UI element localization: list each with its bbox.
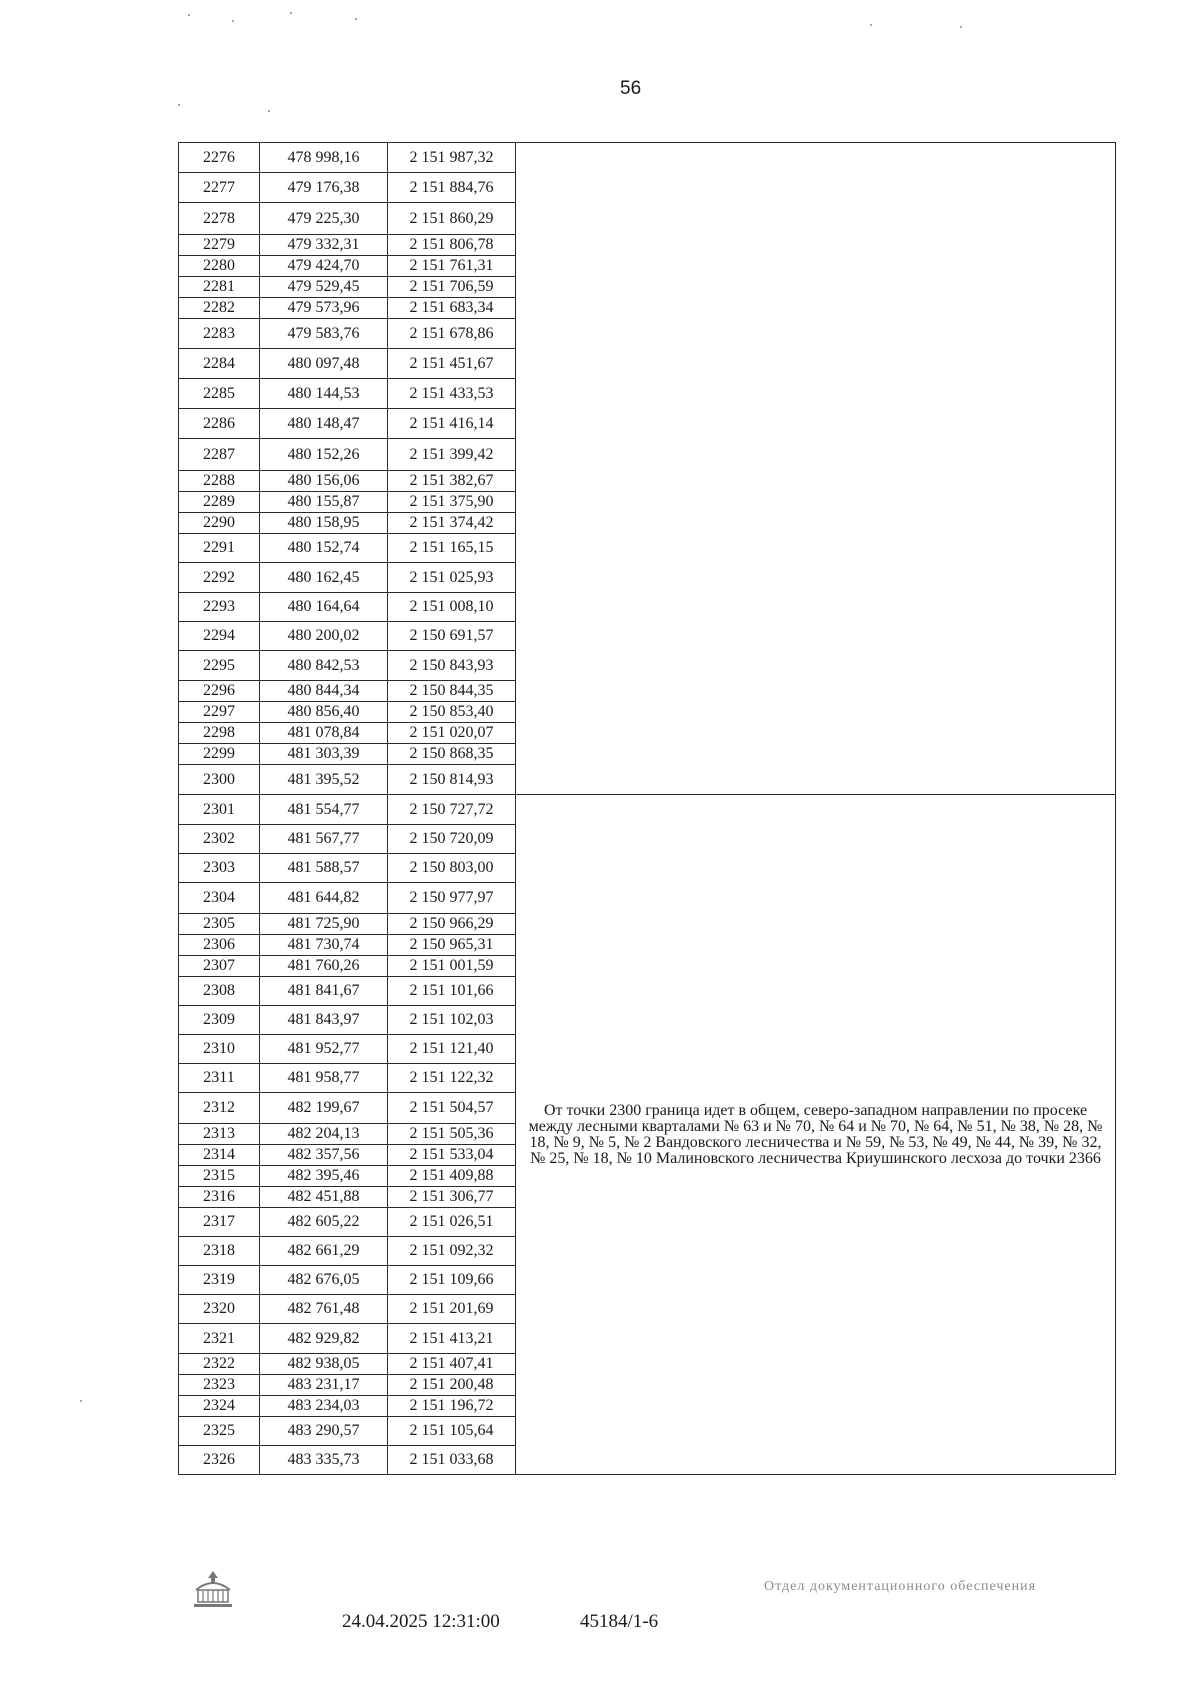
point-number-cell: 2311 <box>179 1064 260 1093</box>
point-number-cell: 2322 <box>179 1354 260 1375</box>
x-coordinate-cell: 482 661,29 <box>260 1237 388 1266</box>
x-coordinate-cell: 481 952,77 <box>260 1035 388 1064</box>
y-coordinate-cell: 2 151 382,67 <box>388 471 516 492</box>
y-coordinate-cell: 2 151 409,88 <box>388 1166 516 1187</box>
y-coordinate-cell: 2 151 001,59 <box>388 956 516 977</box>
x-coordinate-cell: 482 676,05 <box>260 1266 388 1295</box>
point-number-cell: 2303 <box>179 854 260 883</box>
x-coordinate-cell: 479 573,96 <box>260 298 388 319</box>
x-coordinate-cell: 481 303,39 <box>260 744 388 765</box>
point-number-cell: 2309 <box>179 1006 260 1035</box>
x-coordinate-cell: 480 155,87 <box>260 492 388 513</box>
y-coordinate-cell: 2 151 987,32 <box>388 143 516 173</box>
page-number: 56 <box>620 78 642 99</box>
point-number-cell: 2299 <box>179 744 260 765</box>
x-coordinate-cell: 481 730,74 <box>260 935 388 956</box>
x-coordinate-cell: 482 395,46 <box>260 1166 388 1187</box>
y-coordinate-cell: 2 150 691,57 <box>388 622 516 651</box>
point-number-cell: 2320 <box>179 1295 260 1324</box>
x-coordinate-cell: 481 760,26 <box>260 956 388 977</box>
point-number-cell: 2307 <box>179 956 260 977</box>
y-coordinate-cell: 2 151 121,40 <box>388 1035 516 1064</box>
y-coordinate-cell: 2 150 965,31 <box>388 935 516 956</box>
y-coordinate-cell: 2 151 504,57 <box>388 1093 516 1124</box>
x-coordinate-cell: 480 156,06 <box>260 471 388 492</box>
x-coordinate-cell: 478 998,16 <box>260 143 388 173</box>
x-coordinate-cell: 480 152,74 <box>260 534 388 563</box>
y-coordinate-cell: 2 151 416,14 <box>388 409 516 439</box>
point-number-cell: 2285 <box>179 379 260 409</box>
point-number-cell: 2290 <box>179 513 260 534</box>
y-coordinate-cell: 2 151 533,04 <box>388 1145 516 1166</box>
y-coordinate-cell: 2 151 102,03 <box>388 1006 516 1035</box>
x-coordinate-cell: 482 929,82 <box>260 1324 388 1354</box>
y-coordinate-cell: 2 151 706,59 <box>388 277 516 298</box>
x-coordinate-cell: 482 199,67 <box>260 1093 388 1124</box>
y-coordinate-cell: 2 151 201,69 <box>388 1295 516 1324</box>
x-coordinate-cell: 482 357,56 <box>260 1145 388 1166</box>
x-coordinate-cell: 481 958,77 <box>260 1064 388 1093</box>
point-number-cell: 2315 <box>179 1166 260 1187</box>
point-number-cell: 2279 <box>179 235 260 256</box>
x-coordinate-cell: 480 844,34 <box>260 681 388 702</box>
boundary-description: От точки 2300 граница идет в общем, северо-западном направлении по просеке между лесными кварталами № 63 и № 70, № 64 и № 70, № 64, № 51, № 38, № 28, № 18, № 9, № 5, № 2 Вандовского лесничества и № 59, № 53, № 49, № 44, № 39, № 32, № 25, № 18, № 10 Малиновского лесничества Криушинского лесхоза до точки 2366 <box>528 1101 1103 1167</box>
x-coordinate-cell: 482 451,88 <box>260 1187 388 1208</box>
x-coordinate-cell: 481 554,77 <box>260 795 388 825</box>
point-number-cell: 2292 <box>179 563 260 593</box>
point-number-cell: 2282 <box>179 298 260 319</box>
x-coordinate-cell: 483 335,73 <box>260 1446 388 1475</box>
point-number-cell: 2277 <box>179 173 260 203</box>
y-coordinate-cell: 2 150 720,09 <box>388 825 516 854</box>
point-number-cell: 2318 <box>179 1237 260 1266</box>
point-number-cell: 2312 <box>179 1093 260 1124</box>
y-coordinate-cell: 2 151 761,31 <box>388 256 516 277</box>
y-coordinate-cell: 2 151 884,76 <box>388 173 516 203</box>
point-number-cell: 2294 <box>179 622 260 651</box>
x-coordinate-cell: 481 841,67 <box>260 977 388 1006</box>
x-coordinate-cell: 481 588,57 <box>260 854 388 883</box>
description-cell-lower <box>516 795 1116 1475</box>
y-coordinate-cell: 2 151 200,48 <box>388 1375 516 1396</box>
x-coordinate-cell: 481 725,90 <box>260 914 388 935</box>
x-coordinate-cell: 479 529,45 <box>260 277 388 298</box>
y-coordinate-cell: 2 151 026,51 <box>388 1208 516 1237</box>
point-number-cell: 2298 <box>179 723 260 744</box>
y-coordinate-cell: 2 151 678,86 <box>388 319 516 349</box>
y-coordinate-cell: 2 151 101,66 <box>388 977 516 1006</box>
x-coordinate-cell: 480 164,64 <box>260 593 388 622</box>
y-coordinate-cell: 2 151 413,21 <box>388 1324 516 1354</box>
coordinates-table <box>178 142 1116 1475</box>
y-coordinate-cell: 2 150 727,72 <box>388 795 516 825</box>
x-coordinate-cell: 481 395,52 <box>260 765 388 795</box>
point-number-cell: 2297 <box>179 702 260 723</box>
y-coordinate-cell: 2 150 803,00 <box>388 854 516 883</box>
point-number-cell: 2278 <box>179 203 260 235</box>
point-number-cell: 2310 <box>179 1035 260 1064</box>
x-coordinate-cell: 483 234,03 <box>260 1396 388 1417</box>
point-number-cell: 2326 <box>179 1446 260 1475</box>
y-coordinate-cell: 2 151 306,77 <box>388 1187 516 1208</box>
point-number-cell: 2295 <box>179 651 260 681</box>
footer-doc-number: 45184/1-6 <box>580 1611 659 1632</box>
y-coordinate-cell: 2 151 399,42 <box>388 439 516 471</box>
point-number-cell: 2306 <box>179 935 260 956</box>
x-coordinate-cell: 479 225,30 <box>260 203 388 235</box>
x-coordinate-cell: 479 424,70 <box>260 256 388 277</box>
y-coordinate-cell: 2 150 844,35 <box>388 681 516 702</box>
x-coordinate-cell: 480 144,53 <box>260 379 388 409</box>
point-number-cell: 2321 <box>179 1324 260 1354</box>
point-number-cell: 2304 <box>179 883 260 914</box>
y-coordinate-cell: 2 151 165,15 <box>388 534 516 563</box>
y-coordinate-cell: 2 151 374,42 <box>388 513 516 534</box>
point-number-cell: 2325 <box>179 1417 260 1446</box>
x-coordinate-cell: 480 148,47 <box>260 409 388 439</box>
point-number-cell: 2301 <box>179 795 260 825</box>
x-coordinate-cell: 479 332,31 <box>260 235 388 256</box>
x-coordinate-cell: 480 842,53 <box>260 651 388 681</box>
x-coordinate-cell: 481 078,84 <box>260 723 388 744</box>
emblem-logo-icon <box>188 1568 238 1612</box>
y-coordinate-cell: 2 151 105,64 <box>388 1417 516 1446</box>
point-number-cell: 2291 <box>179 534 260 563</box>
y-coordinate-cell: 2 150 977,97 <box>388 883 516 914</box>
point-number-cell: 2313 <box>179 1124 260 1145</box>
y-coordinate-cell: 2 151 375,90 <box>388 492 516 513</box>
point-number-cell: 2308 <box>179 977 260 1006</box>
table-row <box>179 795 1116 825</box>
x-coordinate-cell: 482 605,22 <box>260 1208 388 1237</box>
point-number-cell: 2314 <box>179 1145 260 1166</box>
point-number-cell: 2284 <box>179 349 260 379</box>
point-number-cell: 2316 <box>179 1187 260 1208</box>
x-coordinate-cell: 480 200,02 <box>260 622 388 651</box>
point-number-cell: 2289 <box>179 492 260 513</box>
point-number-cell: 2323 <box>179 1375 260 1396</box>
point-number-cell: 2288 <box>179 471 260 492</box>
x-coordinate-cell: 481 567,77 <box>260 825 388 854</box>
footer-department-stamp: Отдел документационного обеспечения <box>763 1579 1037 1594</box>
point-number-cell: 2296 <box>179 681 260 702</box>
point-number-cell: 2305 <box>179 914 260 935</box>
y-coordinate-cell: 2 151 025,93 <box>388 563 516 593</box>
point-number-cell: 2324 <box>179 1396 260 1417</box>
y-coordinate-cell: 2 150 966,29 <box>388 914 516 935</box>
x-coordinate-cell: 482 938,05 <box>260 1354 388 1375</box>
x-coordinate-cell: 482 761,48 <box>260 1295 388 1324</box>
y-coordinate-cell: 2 151 008,10 <box>388 593 516 622</box>
x-coordinate-cell: 483 290,57 <box>260 1417 388 1446</box>
description-cell-upper <box>516 143 1116 795</box>
point-number-cell: 2283 <box>179 319 260 349</box>
y-coordinate-cell: 2 151 683,34 <box>388 298 516 319</box>
x-coordinate-cell: 480 162,45 <box>260 563 388 593</box>
x-coordinate-cell: 480 152,26 <box>260 439 388 471</box>
y-coordinate-cell: 2 151 033,68 <box>388 1446 516 1475</box>
point-number-cell: 2286 <box>179 409 260 439</box>
y-coordinate-cell: 2 150 853,40 <box>388 702 516 723</box>
x-coordinate-cell: 481 644,82 <box>260 883 388 914</box>
y-coordinate-cell: 2 151 806,78 <box>388 235 516 256</box>
footer-datetime: 24.04.2025 12:31:00 <box>342 1611 500 1632</box>
y-coordinate-cell: 2 150 843,93 <box>388 651 516 681</box>
x-coordinate-cell: 479 176,38 <box>260 173 388 203</box>
x-coordinate-cell: 479 583,76 <box>260 319 388 349</box>
x-coordinate-cell: 480 097,48 <box>260 349 388 379</box>
y-coordinate-cell: 2 151 020,07 <box>388 723 516 744</box>
point-number-cell: 2280 <box>179 256 260 277</box>
y-coordinate-cell: 2 151 196,72 <box>388 1396 516 1417</box>
point-number-cell: 2281 <box>179 277 260 298</box>
x-coordinate-cell: 480 856,40 <box>260 702 388 723</box>
y-coordinate-cell: 2 151 109,66 <box>388 1266 516 1295</box>
y-coordinate-cell: 2 151 092,32 <box>388 1237 516 1266</box>
point-number-cell: 2317 <box>179 1208 260 1237</box>
y-coordinate-cell: 2 150 814,93 <box>388 765 516 795</box>
point-number-cell: 2302 <box>179 825 260 854</box>
y-coordinate-cell: 2 151 451,67 <box>388 349 516 379</box>
point-number-cell: 2276 <box>179 143 260 173</box>
y-coordinate-cell: 2 151 433,53 <box>388 379 516 409</box>
x-coordinate-cell: 481 843,97 <box>260 1006 388 1035</box>
point-number-cell: 2319 <box>179 1266 260 1295</box>
point-number-cell: 2300 <box>179 765 260 795</box>
y-coordinate-cell: 2 151 860,29 <box>388 203 516 235</box>
y-coordinate-cell: 2 151 407,41 <box>388 1354 516 1375</box>
point-number-cell: 2287 <box>179 439 260 471</box>
y-coordinate-cell: 2 150 868,35 <box>388 744 516 765</box>
x-coordinate-cell: 482 204,13 <box>260 1124 388 1145</box>
point-number-cell: 2293 <box>179 593 260 622</box>
x-coordinate-cell: 480 158,95 <box>260 513 388 534</box>
table-row <box>179 143 1116 173</box>
y-coordinate-cell: 2 151 505,36 <box>388 1124 516 1145</box>
x-coordinate-cell: 483 231,17 <box>260 1375 388 1396</box>
y-coordinate-cell: 2 151 122,32 <box>388 1064 516 1093</box>
